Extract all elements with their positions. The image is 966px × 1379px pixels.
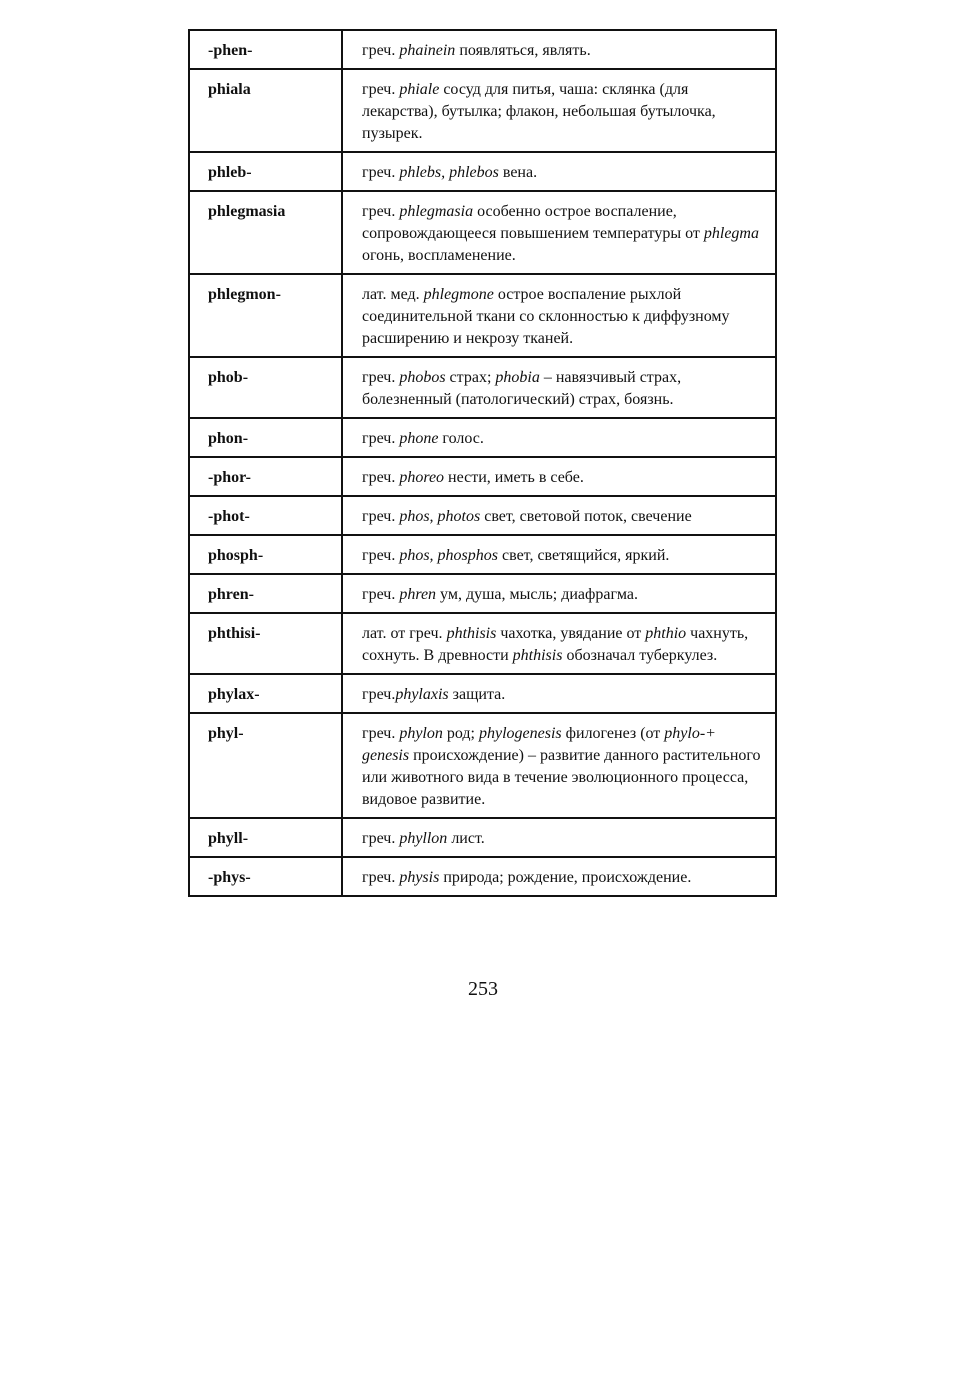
definition-text: страх; xyxy=(445,369,496,386)
definition-term-italic: phylon xyxy=(399,725,443,742)
table-row xyxy=(189,713,776,818)
glossary-table xyxy=(188,29,777,897)
definition-text: греч. xyxy=(362,547,400,564)
definition-term-italic: phainein xyxy=(399,42,456,59)
term-cell: phiala xyxy=(189,69,342,152)
definition-cell xyxy=(342,457,776,496)
definition-cell xyxy=(342,674,776,713)
definition-cell xyxy=(342,857,776,896)
definition-cell xyxy=(342,713,776,818)
definition-text: свет, светящийся, яркий. xyxy=(498,547,670,564)
definition-term-italic: phlegmone xyxy=(423,286,494,303)
term-cell: phleb- xyxy=(189,152,342,191)
page-number: 253 xyxy=(468,978,498,1000)
term-cell: phon- xyxy=(189,418,342,457)
definition-text: лист. xyxy=(447,830,485,847)
definition-term-italic: phylogenesis xyxy=(478,725,562,742)
definition-term-italic: physis xyxy=(399,869,440,886)
definition-term-italic: phylaxis xyxy=(395,686,449,703)
glossary-table-container xyxy=(188,29,775,897)
table-row xyxy=(189,69,776,152)
definition-text: греч. xyxy=(362,508,400,525)
table-row xyxy=(189,457,776,496)
definition-text: нести, иметь в себе. xyxy=(444,469,584,486)
table-row xyxy=(189,418,776,457)
definition-text: острое воспаление рыхлой соединительной ткани со склонностью к диффузному расширению и некрозу тканей. xyxy=(362,286,730,347)
definition-text: обозначал туберкулез. xyxy=(562,647,718,664)
definition-text: греч. xyxy=(362,430,400,447)
definition-text: голос. xyxy=(438,430,484,447)
table-row xyxy=(189,152,776,191)
definition-cell xyxy=(342,30,776,69)
table-row xyxy=(189,357,776,418)
definition-term-italic: phyllon xyxy=(399,830,448,847)
definition-term-italic: phobia xyxy=(495,369,540,386)
term-cell: -phen- xyxy=(189,30,342,69)
definition-term-italic: phos, photos xyxy=(399,508,481,525)
definition-text: происхождение) – развитие данного растительного или животного вида в течение эволюционного процесса, видовое развитие. xyxy=(362,747,761,808)
definition-text: греч. xyxy=(362,203,400,220)
definition-text: сосуд для питья, чаша: склянка (для лекарства), бутылка; флакон, небольшая бутылочка, пузырек. xyxy=(362,81,716,142)
table-row xyxy=(189,496,776,535)
term-cell: phylax- xyxy=(189,674,342,713)
definition-term-italic: phthio xyxy=(645,625,687,642)
definition-text: греч. xyxy=(362,586,400,603)
definition-term-italic: phren xyxy=(399,586,437,603)
table-row xyxy=(189,857,776,896)
definition-cell xyxy=(342,357,776,418)
definition-term-italic: phoreo xyxy=(399,469,445,486)
definition-cell xyxy=(342,152,776,191)
definition-cell xyxy=(342,418,776,457)
definition-term-italic: phthisis xyxy=(512,647,563,664)
definition-text: вена. xyxy=(498,164,538,181)
term-cell: phob- xyxy=(189,357,342,418)
definition-term-italic: phos, phosphos xyxy=(399,547,498,564)
definition-text: греч. xyxy=(362,869,400,886)
table-row xyxy=(189,535,776,574)
definition-text: греч. xyxy=(362,81,400,98)
definition-text: появляться, являть. xyxy=(455,42,591,59)
term-cell: -phor- xyxy=(189,457,342,496)
definition-text: защита. xyxy=(448,686,506,703)
definition-term-italic: phlegma xyxy=(703,225,759,242)
definition-text: – навязчивый страх, болезненный (патологический) страх, боязнь. xyxy=(362,369,682,408)
term-cell: phyll- xyxy=(189,818,342,857)
definition-cell xyxy=(342,274,776,357)
glossary-rows xyxy=(189,30,776,896)
definition-cell xyxy=(342,69,776,152)
definition-text: чахотка, увядание от xyxy=(496,625,646,642)
definition-cell xyxy=(342,191,776,274)
definition-text: особенно острое воспаление, сопровождающееся повышением температуры от xyxy=(362,203,704,242)
definition-term-italic: phylo-+ genesis xyxy=(362,725,716,764)
table-row xyxy=(189,674,776,713)
definition-term-italic: phthisis xyxy=(446,625,497,642)
definition-term-italic: phiale xyxy=(399,81,440,98)
definition-text: огонь, воспламенение. xyxy=(362,247,516,264)
definition-term-italic: phlebs, phlebos xyxy=(399,164,499,181)
term-cell: phthisi- xyxy=(189,613,342,674)
definition-text: греч. xyxy=(362,725,400,742)
definition-text: греч. xyxy=(362,686,396,703)
definition-cell xyxy=(342,613,776,674)
definition-term-italic: phlegmasia xyxy=(399,203,474,220)
definition-text: греч. xyxy=(362,42,400,59)
definition-text: греч. xyxy=(362,369,400,386)
table-row xyxy=(189,274,776,357)
term-cell: phlegmon- xyxy=(189,274,342,357)
definition-cell xyxy=(342,496,776,535)
definition-text: греч. xyxy=(362,469,400,486)
term-cell: phren- xyxy=(189,574,342,613)
term-cell: -phot- xyxy=(189,496,342,535)
table-row xyxy=(189,613,776,674)
term-cell: phyl- xyxy=(189,713,342,818)
definition-term-italic: phobos xyxy=(399,369,446,386)
table-row xyxy=(189,574,776,613)
table-row xyxy=(189,818,776,857)
definition-text: лат. мед. xyxy=(362,286,424,303)
term-cell: phlegmasia xyxy=(189,191,342,274)
definition-cell xyxy=(342,535,776,574)
table-row xyxy=(189,191,776,274)
definition-text: чахнуть, сохнуть. В древности xyxy=(362,625,749,664)
definition-text: ум, душа, мысль; диафрагма. xyxy=(436,586,638,603)
term-cell: phosph- xyxy=(189,535,342,574)
definition-text: лат. от греч. xyxy=(362,625,447,642)
definition-cell xyxy=(342,818,776,857)
definition-text: род; xyxy=(442,725,479,742)
definition-text: греч. xyxy=(362,164,400,181)
definition-text: природа; рождение, происхождение. xyxy=(439,869,692,886)
definition-cell xyxy=(342,574,776,613)
term-cell: -phys- xyxy=(189,857,342,896)
table-row xyxy=(189,30,776,69)
definition-term-italic: phone xyxy=(399,430,439,447)
definition-text: греч. xyxy=(362,830,400,847)
definition-text: свет, световой поток, свечение xyxy=(480,508,692,525)
definition-text: филогенез (от xyxy=(561,725,665,742)
